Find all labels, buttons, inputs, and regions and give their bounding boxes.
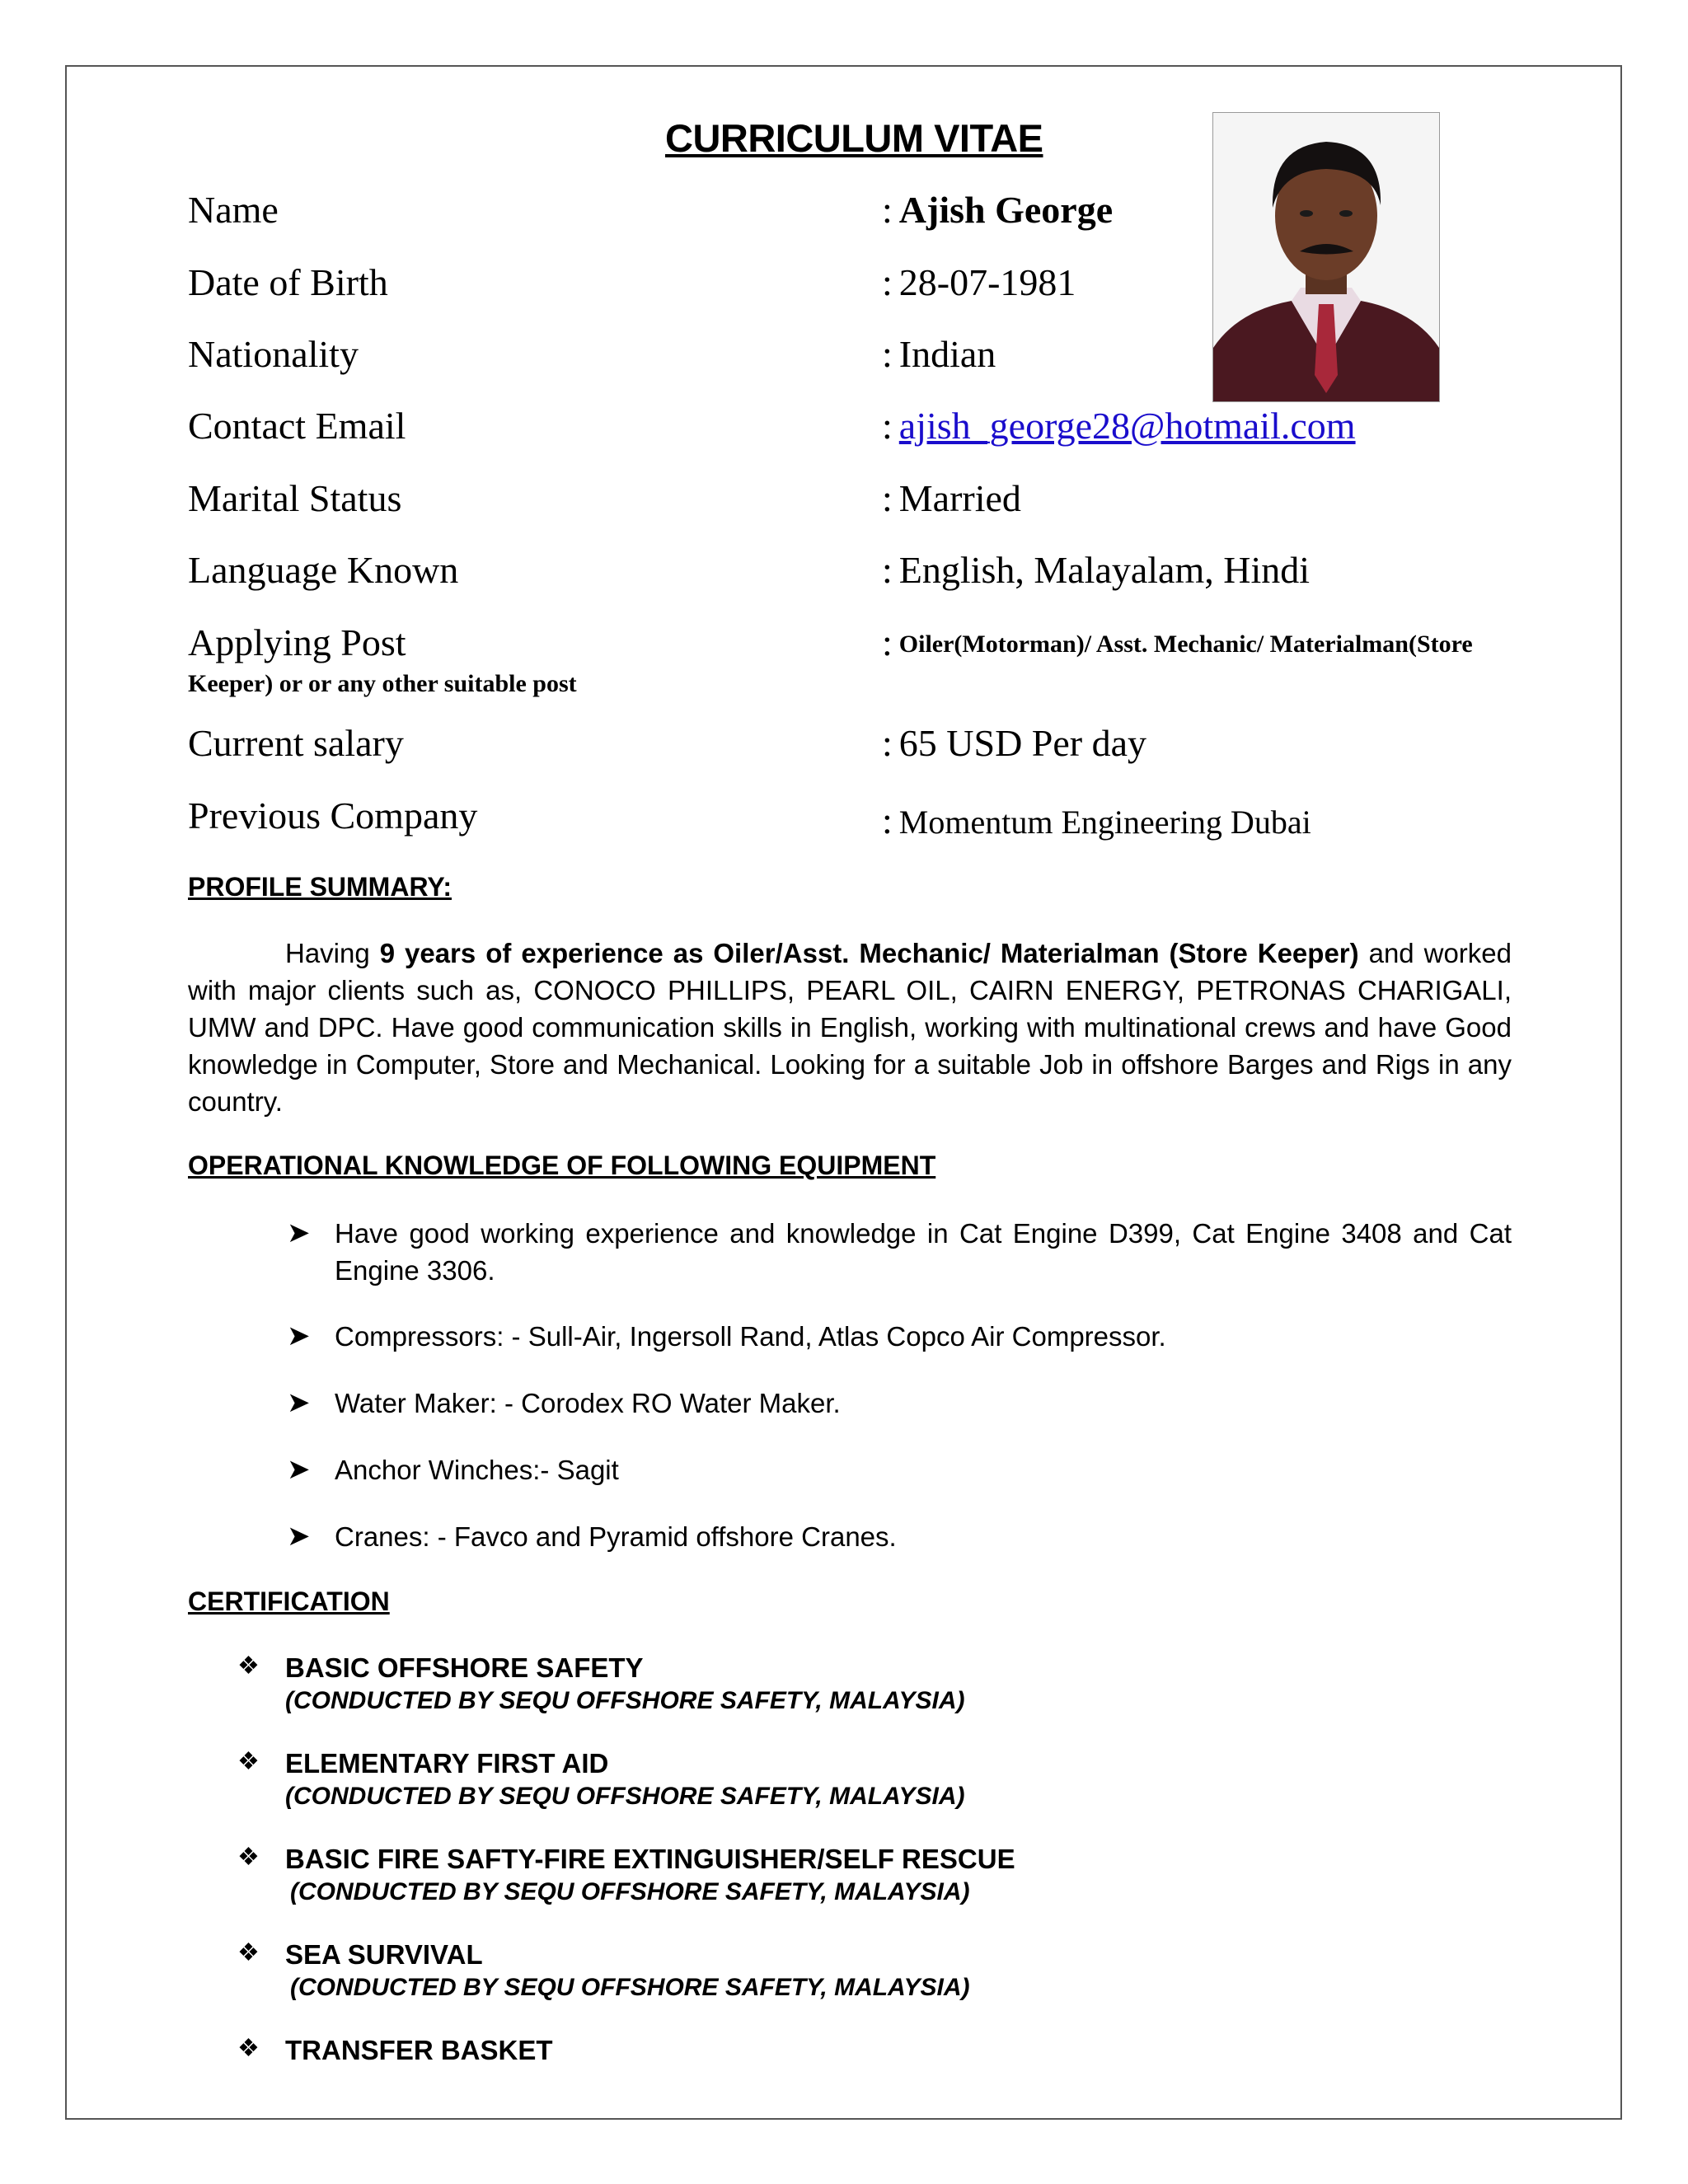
detail-row-name <box>188 188 1540 237</box>
list-item <box>188 1318 1512 1355</box>
certification-item <box>188 1652 1512 1718</box>
detail-value: : Married <box>882 477 1021 519</box>
detail-label: Current salary <box>188 722 404 764</box>
arrowhead-icon: ➤ <box>287 1387 311 1418</box>
list-item-text: Compressors: - Sull-Air, Ingersoll Rand, Atlas Copco Air Compressor. <box>335 1321 1166 1352</box>
detail-label: Previous Company <box>188 794 478 837</box>
detail-label: Name <box>188 189 279 231</box>
four-diamond-icon: ❖ <box>237 1652 260 1680</box>
certification-provider: (CONDUCTED BY SEQU OFFSHORE SAFETY, MALAYSIA) <box>285 1687 965 1714</box>
detail-row-nationality <box>188 332 1540 382</box>
detail-row-languages <box>188 548 1540 598</box>
certification-title: BASIC OFFSHORE SAFETY <box>285 1652 644 1683</box>
profile-experience-highlight: 9 years of experience as Oiler/Asst. Mechanic/ Materialman (Store Keeper) <box>379 938 1359 968</box>
equipment-heading: OPERATIONAL KNOWLEDGE OF FOLLOWING EQUIPMENT <box>188 1151 936 1180</box>
list-item <box>188 1215 1512 1289</box>
detail-row-email <box>188 404 1540 453</box>
certification-provider: (CONDUCTED BY SEQU OFFSHORE SAFETY, MALAYSIA) <box>290 1974 970 2001</box>
profile-summary-heading: PROFILE SUMMARY: <box>188 872 452 902</box>
arrowhead-icon: ➤ <box>287 1217 311 1249</box>
detail-value: : Ajish George <box>882 189 1114 231</box>
certification-item <box>188 2034 1512 2067</box>
certification-provider: (CONDUCTED BY SEQU OFFSHORE SAFETY, MALAYSIA) <box>290 1878 970 1905</box>
nationality-value: Indian <box>898 333 996 375</box>
email-link[interactable]: ajish_george28@hotmail.com <box>898 405 1356 447</box>
profile-summary-text <box>188 935 1512 1120</box>
arrowhead-icon: ➤ <box>287 1320 311 1352</box>
document-title: CURRICULUM VITAE <box>665 116 1043 160</box>
four-diamond-icon: ❖ <box>237 1844 260 1871</box>
list-item <box>188 1451 1512 1488</box>
profile-rest: and worked with major clients such as, CONOCO PHILLIPS, PEARL OIL, CAIRN ENERGY, PETRONAS CHARIGALI, UMW and DPC. Have good communication skills in English, working with multinational crews and have Good knowledge in Computer, Store and Mechanical. Looking for a suitable Job in offshore Barges and Rigs in any country. <box>188 938 1512 1117</box>
current-salary-value: 65 USD Per day <box>898 722 1147 764</box>
detail-value: : ajish_george28@hotmail.com <box>882 405 1356 447</box>
certification-title: SEA SURVIVAL <box>285 1939 483 1970</box>
detail-label: Applying Post <box>188 621 406 663</box>
four-diamond-icon: ❖ <box>237 1939 260 1966</box>
certification-title: TRANSFER BASKET <box>285 2035 553 2065</box>
applying-post-continuation: Keeper) or or any other suitable post <box>188 670 577 697</box>
equipment-list <box>188 1215 1512 1555</box>
list-item-text: Water Maker: - Corodex RO Water Maker. <box>335 1388 841 1418</box>
detail-value: : Oiler(Motorman)/ Asst. Mechanic/ Materialman(Store <box>882 621 1473 663</box>
certification-item <box>188 1747 1512 1813</box>
certification-heading: CERTIFICATION <box>188 1586 390 1616</box>
detail-label: Contact Email <box>188 405 406 447</box>
list-item-text: Have good working experience and knowledge in Cat Engine D399, Cat Engine 3408 and Cat Engine 3306. <box>335 1218 1512 1286</box>
detail-value: : 28-07-1981 <box>882 261 1076 303</box>
name-value: Ajish George <box>898 189 1114 231</box>
certification-item <box>188 1843 1512 1909</box>
detail-label: Nationality <box>188 333 359 375</box>
detail-value: : English, Malayalam, Hindi <box>882 549 1311 591</box>
certification-provider: (CONDUCTED BY SEQU OFFSHORE SAFETY, MALAYSIA) <box>285 1783 965 1810</box>
languages-value: English, Malayalam, Hindi <box>898 549 1311 591</box>
certification-item <box>188 1938 1512 2004</box>
list-item-text: Cranes: - Favco and Pyramid offshore Cranes. <box>335 1521 897 1552</box>
four-diamond-icon: ❖ <box>237 2035 260 2062</box>
profile-lead: Having <box>285 938 380 968</box>
detail-row-previous-company <box>188 794 1540 843</box>
detail-label: Language Known <box>188 549 459 591</box>
detail-row-marital-status <box>188 476 1540 526</box>
certification-list <box>188 1652 1512 2067</box>
arrowhead-icon: ➤ <box>287 1454 311 1485</box>
detail-row-applying-post <box>188 621 1540 670</box>
certification-title: ELEMENTARY FIRST AID <box>285 1748 609 1779</box>
applying-post-value: Oiler(Motorman)/ Asst. Mechanic/ Materialman(Store <box>898 630 1473 658</box>
detail-value: : Indian <box>882 333 996 375</box>
list-item-text: Anchor Winches:- Sagit <box>335 1455 619 1485</box>
detail-value: : Momentum Engineering Dubai <box>882 799 1311 841</box>
marital-status-value: Married <box>898 477 1021 519</box>
previous-company-value: Momentum Engineering Dubai <box>898 804 1311 841</box>
detail-label: Date of Birth <box>188 261 388 303</box>
list-item <box>188 1518 1512 1555</box>
dob-value: 28-07-1981 <box>898 261 1076 303</box>
detail-value: : 65 USD Per day <box>882 722 1147 764</box>
detail-row-current-salary <box>188 721 1540 771</box>
detail-label: Marital Status <box>188 477 402 519</box>
certification-title: BASIC FIRE SAFTY-FIRE EXTINGUISHER/SELF RESCUE <box>285 1844 1015 1874</box>
list-item <box>188 1385 1512 1422</box>
detail-row-dob <box>188 260 1540 310</box>
arrowhead-icon: ➤ <box>287 1521 311 1552</box>
four-diamond-icon: ❖ <box>237 1748 260 1775</box>
